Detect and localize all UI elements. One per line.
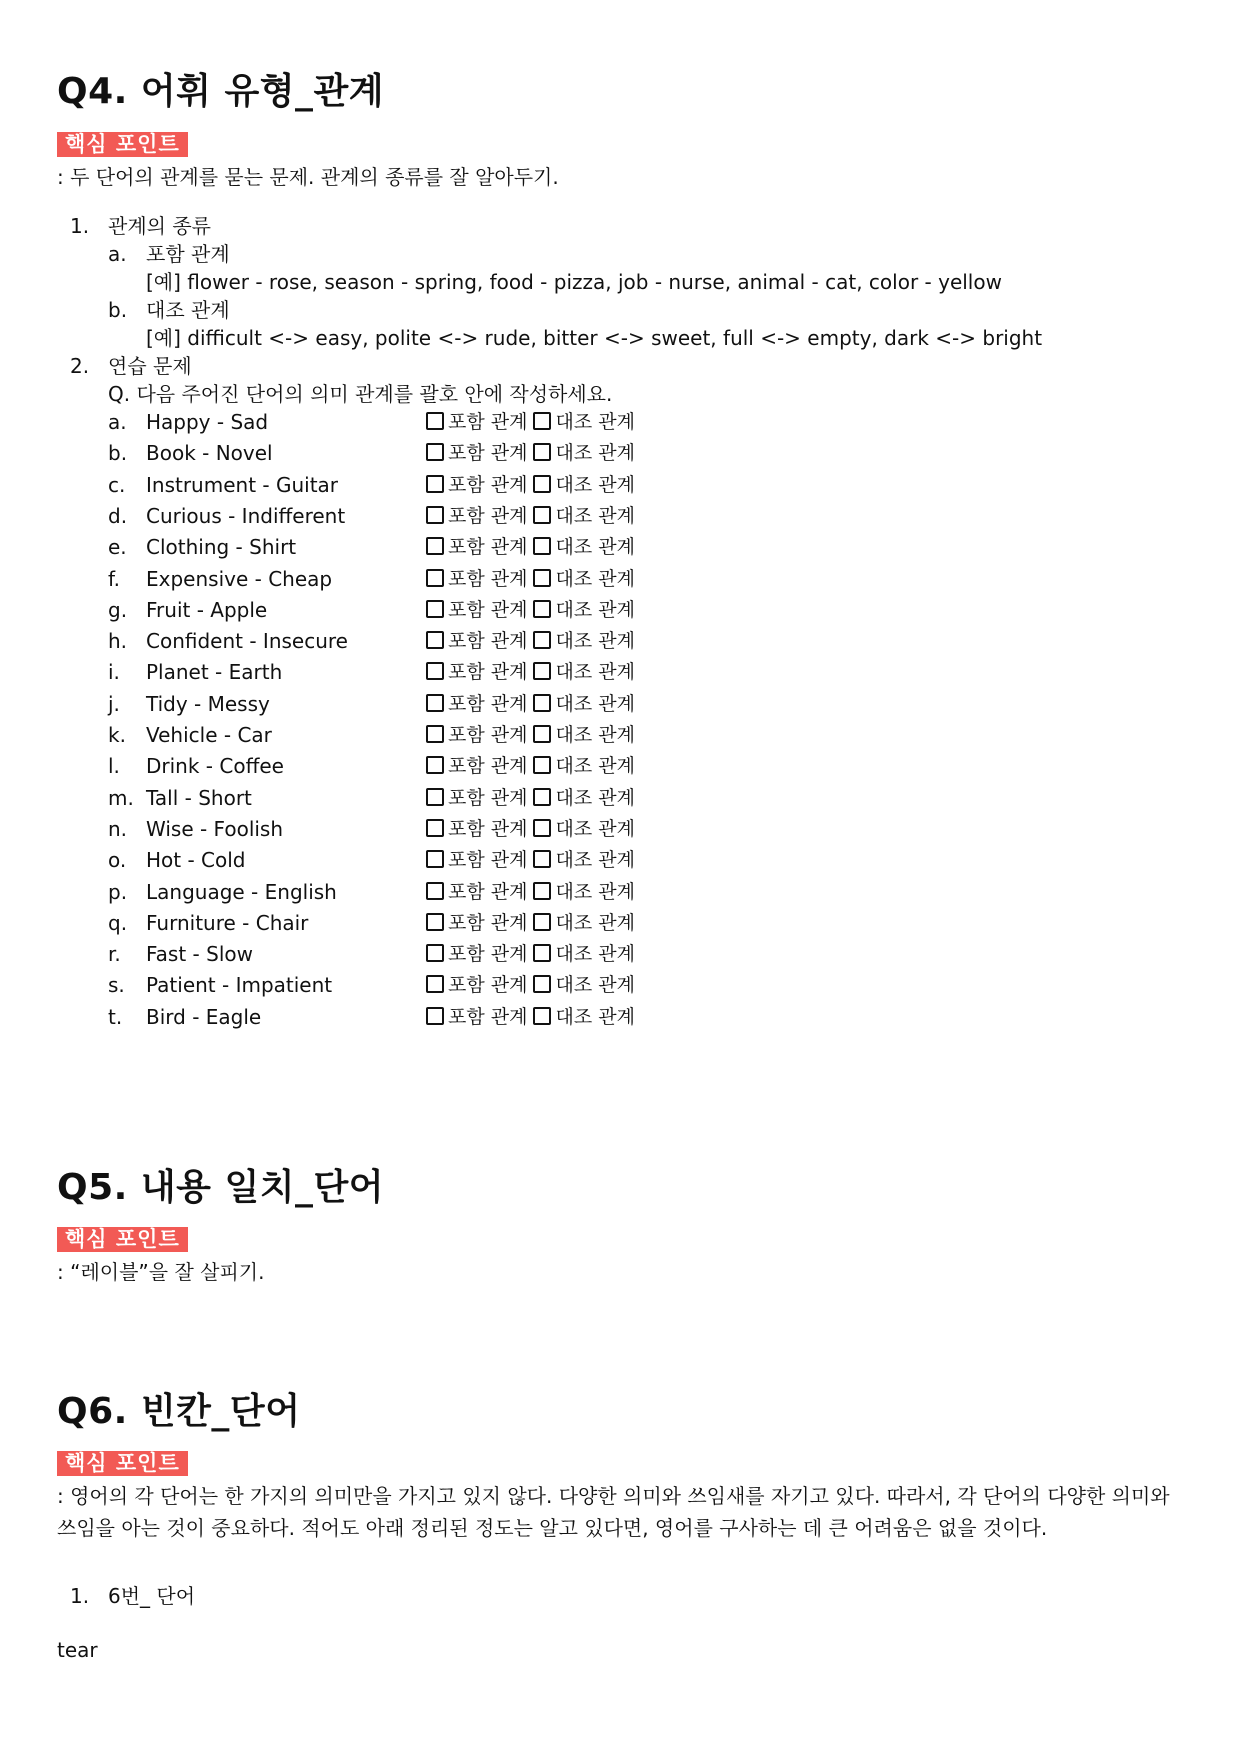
list-item-label: 6번_ 단어 [108, 1584, 196, 1608]
checkbox-icon[interactable] [533, 600, 551, 618]
option-label: 포함 관계 [448, 474, 528, 496]
checkbox-icon[interactable] [533, 694, 551, 712]
list-marker: l. [108, 754, 120, 778]
checkbox-icon[interactable] [426, 537, 444, 555]
answer-options [426, 690, 641, 718]
answer-options [426, 940, 641, 968]
option-label: 대조 관계 [555, 1006, 635, 1028]
option-label: 포함 관계 [448, 724, 528, 746]
checkbox-icon[interactable] [426, 975, 444, 993]
word-pair: Confident - Insecure [146, 629, 348, 653]
contrast-option[interactable] [533, 1003, 634, 1031]
contrast-option[interactable] [533, 502, 634, 530]
inclusion-option[interactable] [426, 533, 527, 561]
checkbox-icon[interactable] [533, 412, 551, 430]
list-marker: 2. [70, 354, 90, 378]
checkbox-icon[interactable] [533, 975, 551, 993]
answer-options [426, 439, 641, 467]
q5-title: Q5. 내용 일치_단어 [57, 1167, 385, 1208]
contrast-option[interactable] [533, 565, 634, 593]
q4-exercise-question: Q. 다음 주어진 단어의 의미 관계를 괄호 안에 작성하세요. [108, 382, 613, 406]
list-item-label: 관계의 종류 [108, 214, 211, 238]
inclusion-option[interactable] [426, 878, 527, 906]
list-marker: e. [108, 535, 127, 559]
q5-description: : “레이블”을 잘 살피기. [57, 1260, 265, 1284]
option-label: 포함 관계 [448, 536, 528, 558]
answer-options [426, 752, 641, 780]
checkbox-icon[interactable] [426, 944, 444, 962]
option-label: 대조 관계 [555, 912, 635, 934]
word-pair: Instrument - Guitar [146, 473, 339, 497]
list-marker: p. [108, 880, 128, 904]
answer-options [426, 408, 641, 436]
option-label: 대조 관계 [555, 693, 635, 715]
checkbox-icon[interactable] [426, 506, 444, 524]
option-label: 대조 관계 [555, 755, 635, 777]
contrast-option[interactable] [533, 690, 634, 718]
checkbox-icon[interactable] [533, 850, 551, 868]
q6-key-point-badge: 핵심 포인트 [57, 1451, 188, 1476]
answer-options [426, 909, 641, 937]
list-marker: d. [108, 504, 128, 528]
contrast-option[interactable] [533, 439, 634, 467]
inclusion-option[interactable] [426, 784, 527, 812]
answer-options [426, 565, 641, 593]
list-marker: q. [108, 911, 128, 935]
inclusion-option[interactable] [426, 439, 527, 467]
contrast-option[interactable] [533, 658, 634, 686]
answer-options [426, 596, 641, 624]
inclusion-option[interactable] [426, 815, 527, 843]
checkbox-icon[interactable] [533, 662, 551, 680]
answer-options [426, 878, 641, 906]
contrast-option[interactable] [533, 596, 634, 624]
answer-options [426, 815, 641, 843]
answer-options [426, 471, 641, 499]
word-pair: Language - English [146, 880, 337, 904]
option-label: 대조 관계 [555, 411, 635, 433]
q4-subitem-b-example: [예] difficult <-> easy, polite <-> rude, bitter <-> sweet, full <-> empty, dark <-> bright [146, 326, 1043, 350]
option-label: 포함 관계 [448, 943, 528, 965]
checkbox-icon[interactable] [426, 819, 444, 837]
checkbox-icon[interactable] [533, 1007, 551, 1025]
inclusion-option[interactable] [426, 971, 527, 999]
list-marker: s. [108, 973, 125, 997]
checkbox-icon[interactable] [426, 443, 444, 461]
option-label: 포함 관계 [448, 755, 528, 777]
option-label: 포함 관계 [448, 442, 528, 464]
list-marker: o. [108, 848, 127, 872]
list-marker: i. [108, 660, 120, 684]
contrast-option[interactable] [533, 408, 634, 436]
list-marker: 1. [70, 1584, 90, 1608]
word-pair: Hot - Cold [146, 848, 246, 872]
checkbox-icon[interactable] [426, 569, 444, 587]
checkbox-icon[interactable] [533, 788, 551, 806]
checkbox-icon[interactable] [426, 662, 444, 680]
word-pair: Vehicle - Car [146, 723, 272, 747]
checkbox-icon[interactable] [533, 944, 551, 962]
answer-options [426, 502, 641, 530]
inclusion-option[interactable] [426, 658, 527, 686]
option-label: 포함 관계 [448, 818, 528, 840]
q6-description: : 영어의 각 단어는 한 가지의 의미만을 가지고 있지 않다. 다양한 의미와 쓰임새를 자기고 있다. 따라서, 각 단어의 다양한 의미와 쓰임을 아는 것이 중요하다. 적어도 아래 정리된 정도는 알고 있다면, 영어를 구사하는 데 큰 어려움은 없을 것이다. [57, 1484, 1170, 1540]
checkbox-icon[interactable] [533, 537, 551, 555]
list-item-label: 연습 문제 [108, 354, 192, 378]
checkbox-icon[interactable] [533, 569, 551, 587]
checkbox-icon[interactable] [533, 631, 551, 649]
answer-options [426, 971, 641, 999]
inclusion-option[interactable] [426, 909, 527, 937]
contrast-option[interactable] [533, 971, 634, 999]
contrast-option[interactable] [533, 815, 634, 843]
q5-key-point-badge: 핵심 포인트 [57, 1227, 188, 1252]
checkbox-icon[interactable] [426, 475, 444, 493]
q4-key-point-badge: 핵심 포인트 [57, 132, 188, 157]
inclusion-option[interactable] [426, 502, 527, 530]
option-label: 포함 관계 [448, 630, 528, 652]
subitem-label: 포함 관계 [146, 242, 230, 266]
word-pair: Fruit - Apple [146, 598, 268, 622]
option-label: 대조 관계 [555, 536, 635, 558]
word-pair: Expensive - Cheap [146, 567, 333, 591]
q4-title: Q4. 어휘 유형_관계 [57, 71, 385, 112]
option-label: 포함 관계 [448, 693, 528, 715]
answer-options [426, 627, 641, 655]
list-marker: a. [108, 242, 127, 266]
option-label: 대조 관계 [555, 599, 635, 621]
checkbox-icon[interactable] [533, 913, 551, 931]
list-marker: n. [108, 817, 128, 841]
option-label: 대조 관계 [555, 818, 635, 840]
checkbox-icon[interactable] [533, 819, 551, 837]
word-pair: Tidy - Messy [146, 692, 270, 716]
checkbox-icon[interactable] [426, 631, 444, 649]
word-pair: Happy - Sad [146, 410, 269, 434]
checkbox-icon[interactable] [533, 725, 551, 743]
checkbox-icon[interactable] [533, 882, 551, 900]
list-marker: k. [108, 723, 126, 747]
option-label: 대조 관계 [555, 474, 635, 496]
inclusion-option[interactable] [426, 596, 527, 624]
answer-options [426, 721, 641, 749]
checkbox-icon[interactable] [426, 412, 444, 430]
option-label: 대조 관계 [555, 630, 635, 652]
answer-options [426, 784, 641, 812]
subitem-label: 대조 관계 [146, 298, 230, 322]
word-pair: Drink - Coffee [146, 754, 284, 778]
answer-options [426, 533, 641, 561]
contrast-option[interactable] [533, 878, 634, 906]
word-pair: Patient - Impatient [146, 973, 333, 997]
inclusion-option[interactable] [426, 408, 527, 436]
contrast-option[interactable] [533, 846, 634, 874]
checkbox-icon[interactable] [426, 882, 444, 900]
checkbox-icon[interactable] [426, 756, 444, 774]
contrast-option[interactable] [533, 533, 634, 561]
option-label: 대조 관계 [555, 724, 635, 746]
inclusion-option[interactable] [426, 940, 527, 968]
list-marker: a. [108, 410, 127, 434]
contrast-option[interactable] [533, 784, 634, 812]
inclusion-option[interactable] [426, 846, 527, 874]
word-pair: Planet - Earth [146, 660, 283, 684]
option-label: 포함 관계 [448, 1006, 528, 1028]
checkbox-icon[interactable] [426, 850, 444, 868]
option-label: 대조 관계 [555, 881, 635, 903]
inclusion-option[interactable] [426, 627, 527, 655]
answer-options [426, 1003, 641, 1031]
list-marker: b. [108, 441, 128, 465]
q6-word: tear [57, 1638, 98, 1662]
contrast-option[interactable] [533, 721, 634, 749]
q4-description: : 두 단어의 관계를 묻는 문제. 관계의 종류를 잘 알아두기. [57, 165, 559, 189]
option-label: 포함 관계 [448, 411, 528, 433]
option-label: 포함 관계 [448, 974, 528, 996]
list-marker: f. [108, 567, 120, 591]
word-pair: Tall - Short [146, 786, 252, 810]
option-label: 포함 관계 [448, 568, 528, 590]
word-pair: Curious - Indifferent [146, 504, 346, 528]
option-label: 포함 관계 [448, 505, 528, 527]
option-label: 대조 관계 [555, 568, 635, 590]
checkbox-icon[interactable] [426, 913, 444, 931]
list-marker: j. [108, 692, 120, 716]
word-pair: Clothing - Shirt [146, 535, 297, 559]
option-label: 대조 관계 [555, 974, 635, 996]
option-label: 대조 관계 [555, 661, 635, 683]
option-label: 포함 관계 [448, 661, 528, 683]
answer-options [426, 658, 641, 686]
word-pair: Fast - Slow [146, 942, 253, 966]
contrast-option[interactable] [533, 752, 634, 780]
inclusion-option[interactable] [426, 565, 527, 593]
checkbox-icon[interactable] [426, 694, 444, 712]
checkbox-icon[interactable] [533, 443, 551, 461]
checkbox-icon[interactable] [426, 725, 444, 743]
word-pair: Wise - Foolish [146, 817, 284, 841]
contrast-option[interactable] [533, 940, 634, 968]
list-marker: t. [108, 1005, 123, 1029]
option-label: 포함 관계 [448, 849, 528, 871]
list-marker: b. [108, 298, 128, 322]
inclusion-option[interactable] [426, 690, 527, 718]
checkbox-icon[interactable] [426, 600, 444, 618]
list-marker: c. [108, 473, 126, 497]
list-marker: g. [108, 598, 128, 622]
inclusion-option[interactable] [426, 752, 527, 780]
inclusion-option[interactable] [426, 471, 527, 499]
contrast-option[interactable] [533, 471, 634, 499]
q4-subitem-a-example: [예] flower - rose, season - spring, food - pizza, job - nurse, animal - cat, color - yellow [146, 270, 1002, 294]
word-pair: Book - Novel [146, 441, 273, 465]
answer-options [426, 846, 641, 874]
option-label: 포함 관계 [448, 881, 528, 903]
list-marker: m. [108, 786, 134, 810]
contrast-option[interactable] [533, 909, 634, 937]
option-label: 대조 관계 [555, 442, 635, 464]
word-pair: Furniture - Chair [146, 911, 309, 935]
option-label: 포함 관계 [448, 599, 528, 621]
list-marker: r. [108, 942, 121, 966]
option-label: 대조 관계 [555, 849, 635, 871]
option-label: 포함 관계 [448, 787, 528, 809]
list-marker: 1. [70, 214, 90, 238]
checkbox-icon[interactable] [426, 1007, 444, 1025]
option-label: 포함 관계 [448, 912, 528, 934]
option-label: 대조 관계 [555, 787, 635, 809]
contrast-option[interactable] [533, 627, 634, 655]
checkbox-icon[interactable] [426, 788, 444, 806]
checkbox-icon[interactable] [533, 756, 551, 774]
checkbox-icon[interactable] [533, 475, 551, 493]
list-marker: h. [108, 629, 128, 653]
option-label: 대조 관계 [555, 505, 635, 527]
q6-title: Q6. 빈칸_단어 [57, 1391, 301, 1432]
word-pair: Bird - Eagle [146, 1005, 262, 1029]
inclusion-option[interactable] [426, 1003, 527, 1031]
option-label: 대조 관계 [555, 943, 635, 965]
inclusion-option[interactable] [426, 721, 527, 749]
checkbox-icon[interactable] [533, 506, 551, 524]
